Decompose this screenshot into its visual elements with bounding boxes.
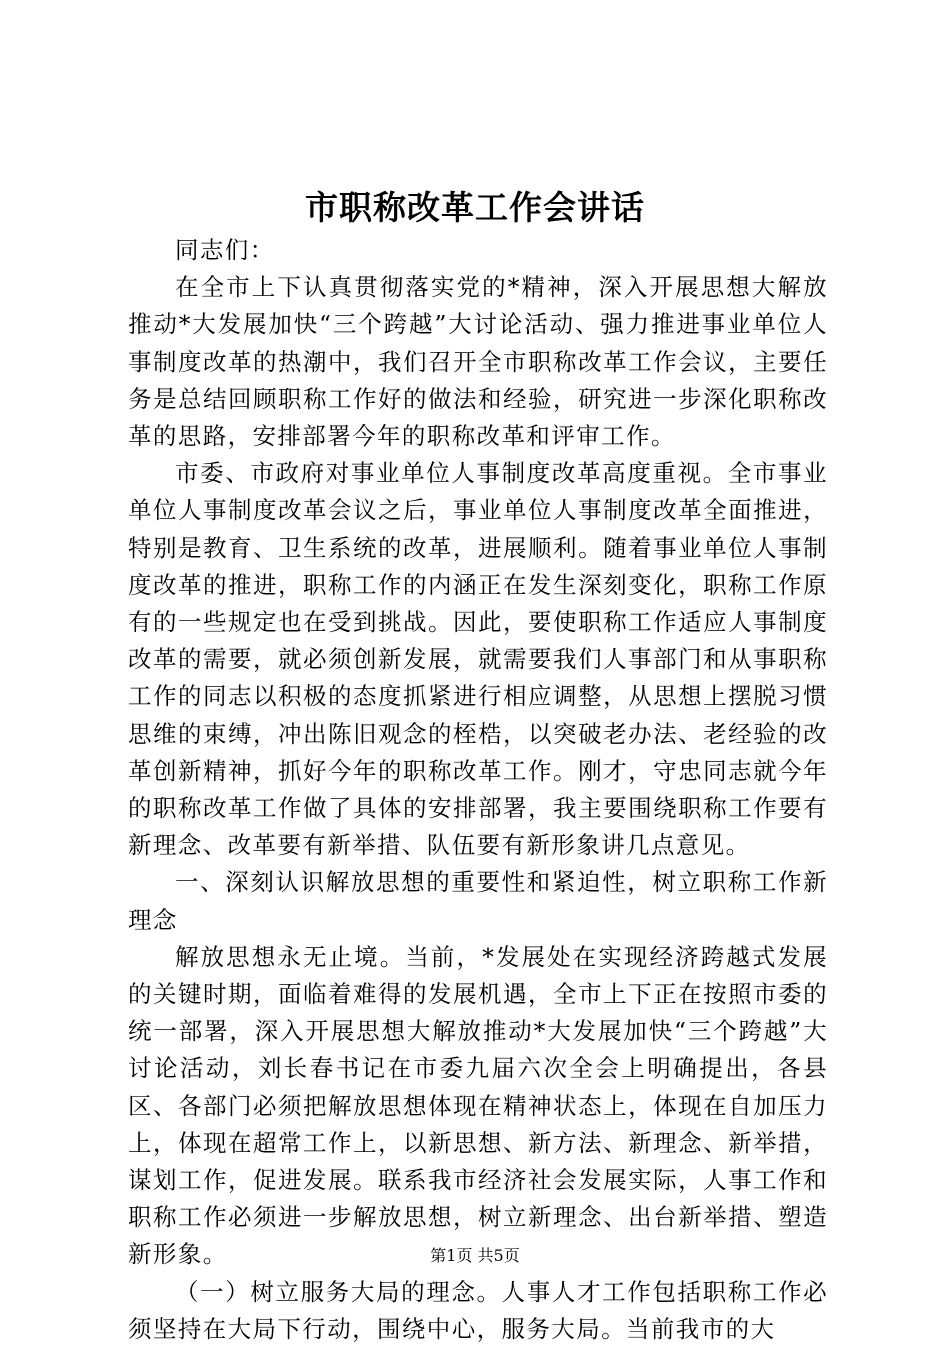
paragraph-3: 解放思想永无止境。当前，*发展处在实现经济跨越式发展的关键时期，面临着难得的发展机遇，全市上下正在按照市委的统一部署，深入开展思想大解放推动*大发展加快“三个跨越”大讨论活动，刘长春书记在市委九届六次全会上明确提出，各县区、各部门必须把解放思想体现在精神状态上，体现在自加压力上，体现在超常工作上，以新思想、新方法、新理念、新举措，谋划工作，促进发展。联系我市经济社会发展实际，人事工作和职称工作必须进一步解放思想，树立新理念、出台新举措、塑造新形象。 bbox=[128, 942, 828, 1269]
document-body bbox=[128, 232, 828, 1348]
paragraph-1: 在全市上下认真贯彻落实党的*精神，深入开展思想大解放推动*大发展加快“三个跨越”大讨论活动、强力推进事业单位人事制度改革的热潮中，我们召开全市职称改革工作会议，主要任务是总结回顾职称工作好的做法和经验，研究进一步深化职称改革的思路，安排部署今年的职称改革和评审工作。 bbox=[128, 273, 828, 451]
salutation: 同志们： bbox=[175, 236, 275, 264]
paragraph-4: （一）树立服务大局的理念。人事人才工作包括职称工作必须坚持在大局下行动，围绕中心，服务大局。当前我市的大 bbox=[128, 1277, 828, 1343]
page-footer: 第1页 共5页 bbox=[430, 1246, 520, 1265]
document-title: 市职称改革工作会讲话 bbox=[305, 188, 645, 227]
section-heading-1: 一、深刻认识解放思想的重要性和紧迫性，树立职称工作新理念 bbox=[128, 868, 828, 934]
paragraph-2: 市委、市政府对事业单位人事制度改革高度重视。全市事业单位人事制度改革会议之后，事业单位人事制度改革全面推进，特别是教育、卫生系统的改革，进展顺利。随着事业单位人事制度改革的推进，职称工作的内涵正在发生深刻变化，职称工作原有的一些规定也在受到挑战。因此，要使职称工作适应人事制度改革的需要，就必须创新发展，就需要我们人事部门和从事职称工作的同志以积极的态度抓紧进行相应调整，从思想上摆脱习惯思维的束缚，冲出陈旧观念的桎梏，以突破老办法、老经验的改革创新精神，抓好今年的职称改革工作。刚才，守忠同志就今年的职称改革工作做了具体的安排部署，我主要围绕职称工作要有新理念、改革要有新举措、队伍要有新形象讲几点意见。 bbox=[128, 459, 828, 860]
